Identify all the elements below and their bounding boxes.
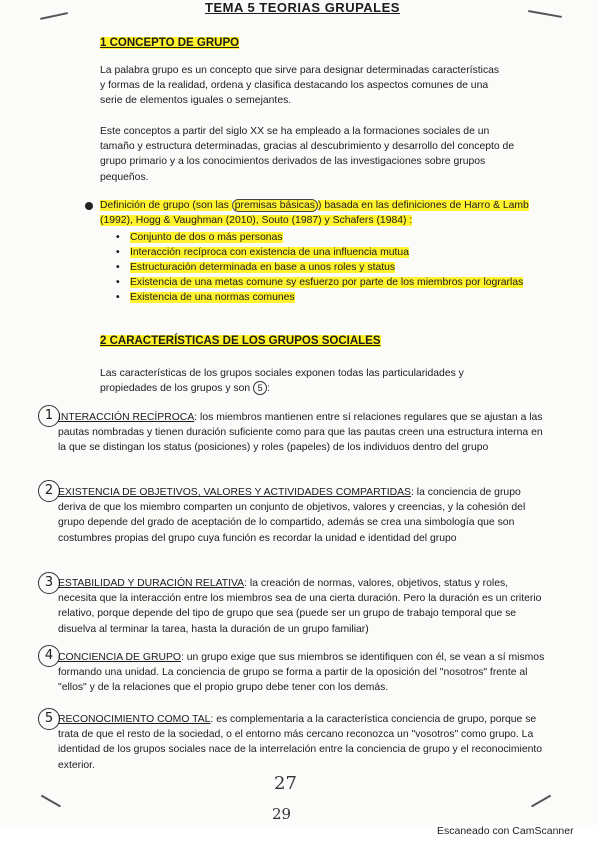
- number-3-circle: 3: [38, 572, 60, 594]
- section-2-heading: 2 CARACTERÍSTICAS DE LOS GRUPOS SOCIALES: [100, 335, 381, 347]
- premises-list: [116, 230, 536, 305]
- definition-text-a: Definición de grupo (son las: [100, 200, 232, 211]
- characteristic-4: [58, 650, 548, 696]
- corner-mark-left: [40, 12, 68, 19]
- premise-item: • Existencia de una normas comunes: [116, 290, 536, 305]
- number-2-circle: 2: [38, 480, 60, 502]
- number-4-circle: 4: [38, 645, 60, 667]
- corner-mark-bottom-right: [531, 795, 551, 807]
- characteristic-5-text: : es complementaria a la característica conciencia de grupo, porque se trata de que el resto de la sociedad, o el entorno más cercano reconozca un "vosotros" como grupo. La identidad de los grupos sociales nace de la interrelación entre la conciencia de grupo y el reconocimiento exterior.: [58, 714, 543, 771]
- definition-premisas: premisas básicas: [232, 199, 318, 212]
- characteristic-3-text: : la creación de normas, valores, objetivos, status y roles, necesita que la interacción entre los miembros sea de una cierta duración. Pero la duración es un criterio relativo, porque depende del tipo de grupo que sea (puede ser un grupo de trabajo temporal que se disuelva al terminar la tarea, hasta la duración de un grupo familiar): [58, 578, 542, 635]
- number-1-circle: 1: [38, 405, 60, 427]
- premise-item: • Estructuración determinada en base a unos roles y status: [116, 260, 536, 275]
- number-5-item-circle: 5: [38, 708, 60, 730]
- group-definition: [100, 198, 530, 228]
- characteristic-1-text: : los miembros mantienen entre sí relaciones regulares que se ajustan a las pautas nombradas y tienen duración suficiente como para que las pautas creen una estructura interna en la que se distingan los status (posiciones) y roles (papeles) de los individuos dentro del grupo: [58, 412, 543, 454]
- number-5-circle: 5: [253, 381, 267, 395]
- page-title: TEMA 5 TEORIAS GRUPALES: [205, 0, 400, 15]
- characteristic-3-title: ESTABILIDAD Y DURACIÓN RELATIVA: [58, 578, 245, 589]
- characteristic-5: [58, 712, 548, 773]
- characteristic-2-title: EXISTENCIA DE OBJETIVOS, VALORES Y ACTIVIDADES COMPARTIDAS: [58, 487, 411, 498]
- characteristic-1-title: INTERACCIÓN RECÍPROCA: [58, 412, 195, 423]
- corner-mark-bottom-left: [41, 795, 61, 807]
- section-2-intro: Las características de los grupos sociales exponen todas las particularidades y propiedades de los grupos y son 5 :: [100, 368, 464, 395]
- section-1-paragraph-2: Este conceptos a partir del siglo XX se ha empleado a la formaciones sociales de un tamaño y estructura determinadas, gracias al descubrimiento y desarrollo del concepto de grupo primario y a los conocimientos derivados de las investigaciones sobre grupos pequeños.: [100, 126, 515, 183]
- characteristic-2: [58, 485, 548, 546]
- characteristic-4-text: : un grupo exige que sus miembros se identifiquen con él, se vean a sí mismos formando una unidad. La conciencia de grupo se forma a partir de la oposición del "nosotros" frente al "ellos" y de la relaciones que el propio grupo debe tener con los demás.: [58, 652, 545, 694]
- premise-item: • Existencia de una metas comune sy esfuerzo por parte de los miembros por lograrlas: [116, 275, 536, 290]
- characteristic-3: [58, 576, 548, 637]
- handwritten-page-number-29: 29: [272, 805, 292, 823]
- corner-mark-right: [528, 10, 562, 17]
- section-1-heading: 1 CONCEPTO DE GRUPO: [100, 37, 240, 49]
- section-1-paragraph-1: La palabra grupo es un concepto que sirve para designar determinadas características y formas de la realidad, ordena y clasifica destacando los aspectos comunes de una serie de elementos iguales o semejantes.: [100, 65, 500, 107]
- characteristic-5-title: RECONOCIMIENTO COMO TAL: [58, 714, 211, 725]
- characteristic-1: [58, 410, 548, 456]
- bullet-dot: [85, 202, 93, 210]
- premise-item: • Interacción recíproca con existencia de una influencia mutua: [116, 245, 536, 260]
- scanner-watermark: Escaneado con CamScanner: [437, 825, 574, 837]
- definition-text-c: ) basada en las definiciones de Harro & Lamb (1992), Hogg & Vaughman (2010), Souto (1987) y Schafers (1984) :: [100, 200, 529, 227]
- premise-item: • Conjunto de dos o más personas: [116, 230, 536, 245]
- handwritten-page-number-27: 27: [274, 773, 297, 794]
- characteristic-2-text: : la conciencia de grupo deriva de que los miembro comparten un conjunto de objetivos, valores y creencias, y la cohesión del grupo depende del grado de aceptación de lo compartido, además se crea una simbología que son costumbres propias del grupo cuya función es recordar la unidad e identidad del grupo: [58, 487, 526, 544]
- characteristic-4-title: CONCIENCIA DE GRUPO: [58, 652, 181, 663]
